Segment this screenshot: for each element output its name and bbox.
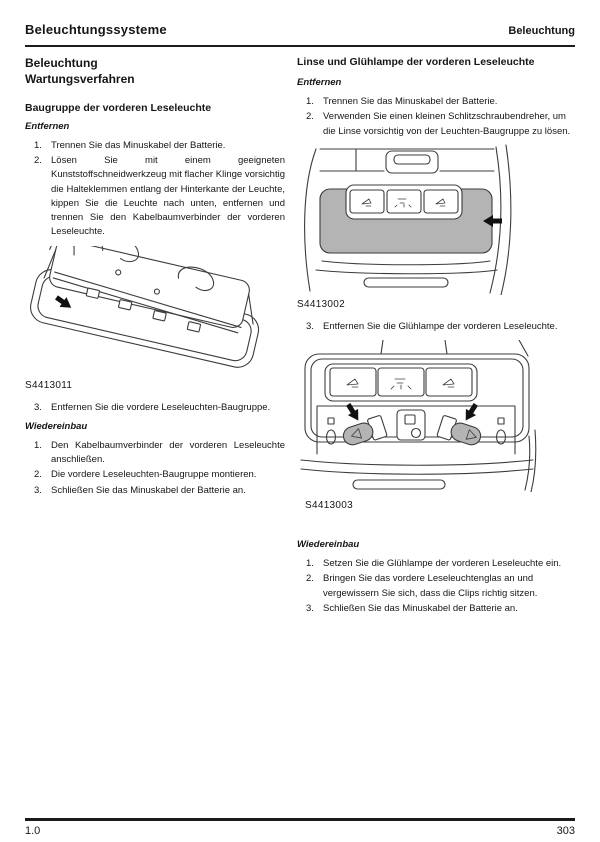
step-number: 1. xyxy=(306,558,314,570)
footer-page-number: 303 xyxy=(556,825,575,837)
entfernen-label: Entfernen xyxy=(297,77,342,89)
figure-console-bulbs-exposed xyxy=(297,340,537,492)
entfernen-steps xyxy=(297,95,575,139)
section-title-line1: Beleuchtung xyxy=(25,56,98,70)
step-text: Entfernen Sie die vordere Leseleuchten-Baugruppe. xyxy=(51,401,271,413)
right-column xyxy=(297,56,575,617)
header-rule xyxy=(25,45,575,47)
procedure-heading-assembly: Baugruppe der vorderen Leseleuchte xyxy=(25,101,212,114)
figure-caption: S4413003 xyxy=(305,500,354,512)
footer-rule xyxy=(25,818,575,821)
wiedereinbau-label: Wiedereinbau xyxy=(297,539,360,551)
entfernen-label: Entfernen xyxy=(25,120,70,132)
step-text: Setzen Sie die Glühlampe der vorderen Leseleuchte ein. xyxy=(323,558,562,570)
wiedereinbau-steps xyxy=(25,439,287,498)
entfernen-steps xyxy=(25,139,287,240)
step-number: 2. xyxy=(306,111,314,123)
step-number: 2. xyxy=(34,155,42,167)
wiedereinbau-label: Wiedereinbau xyxy=(25,420,88,432)
step-number: 3. xyxy=(34,401,42,413)
step-number: 2. xyxy=(306,573,314,585)
step-text: Die vordere Leseleuchten-Baugruppe montieren. xyxy=(51,469,257,481)
entfernen-step3 xyxy=(25,401,287,415)
step-number: 2. xyxy=(34,469,42,481)
footer-version: 1.0 xyxy=(25,825,41,837)
page-header-section: Beleuchtung xyxy=(508,25,575,37)
list-item xyxy=(25,401,287,415)
list-item xyxy=(297,572,575,601)
figure-caption: S4413002 xyxy=(297,298,346,310)
list-item xyxy=(297,320,575,334)
list-item xyxy=(25,468,287,482)
entfernen-step3 xyxy=(297,320,575,334)
step-number: 3. xyxy=(306,320,314,332)
step-text: Bringen Sie das vordere Leseleuchtenglas an und vergewissern Sie sich, dass die Clips richtig sitzen. xyxy=(323,573,538,599)
procedure-heading-lens-bulb: Linse und Glühlampe der vorderen Leseleuchte xyxy=(297,56,535,68)
list-item xyxy=(25,139,287,153)
list-item xyxy=(25,439,287,468)
figure-overhead-console-lens xyxy=(300,143,525,295)
left-column xyxy=(25,56,287,499)
list-item xyxy=(25,154,287,240)
list-item xyxy=(25,484,287,498)
step-number: 1. xyxy=(34,139,42,151)
step-number: 1. xyxy=(306,96,314,108)
section-title-line2: Wartungsverfahren xyxy=(25,71,135,86)
list-item xyxy=(297,110,575,139)
list-item xyxy=(297,95,575,109)
step-text: Schließen Sie das Minuskabel der Batterie an. xyxy=(51,484,246,496)
list-item xyxy=(297,602,575,616)
page-header-title: Beleuchtungssysteme xyxy=(25,22,167,37)
step-text: Verwenden Sie einen kleinen Schlitzschraubendreher, um die Linse vorsichtig von der Leuchten-Baugruppe zu lösen. xyxy=(323,111,571,137)
figure-caption: S4413011 xyxy=(25,379,73,391)
step-number: 1. xyxy=(34,439,42,451)
step-number: 3. xyxy=(34,484,42,496)
step-text: Trennen Sie das Minuskabel der Batterie. xyxy=(51,139,226,151)
step-text: Den Kabelbaumverbinder der vorderen Leseleuchte anschließen. xyxy=(51,439,285,466)
figure-reading-lamp-assembly xyxy=(25,246,275,376)
list-item xyxy=(297,557,575,571)
step-text: Lösen Sie mit einem geeigneten Kunststoffschneidwerkzeug mit flacher Klinge vorsichtig die Halteklemmen entlang der Hinterkante der Leuchte, kippen Sie die Leuchte nach unten, entfernen und trennen Sie den Kabelbaumverbinder der vorderen Leseleuchte. xyxy=(51,155,285,238)
step-text: Schließen Sie das Minuskabel der Batterie an. xyxy=(323,602,518,614)
step-text: Entfernen Sie die Glühlampe der vorderen Leseleuchte. xyxy=(323,320,558,332)
wiedereinbau-steps xyxy=(297,557,575,616)
step-number: 3. xyxy=(306,602,314,614)
step-text: Trennen Sie das Minuskabel der Batterie. xyxy=(323,96,498,108)
